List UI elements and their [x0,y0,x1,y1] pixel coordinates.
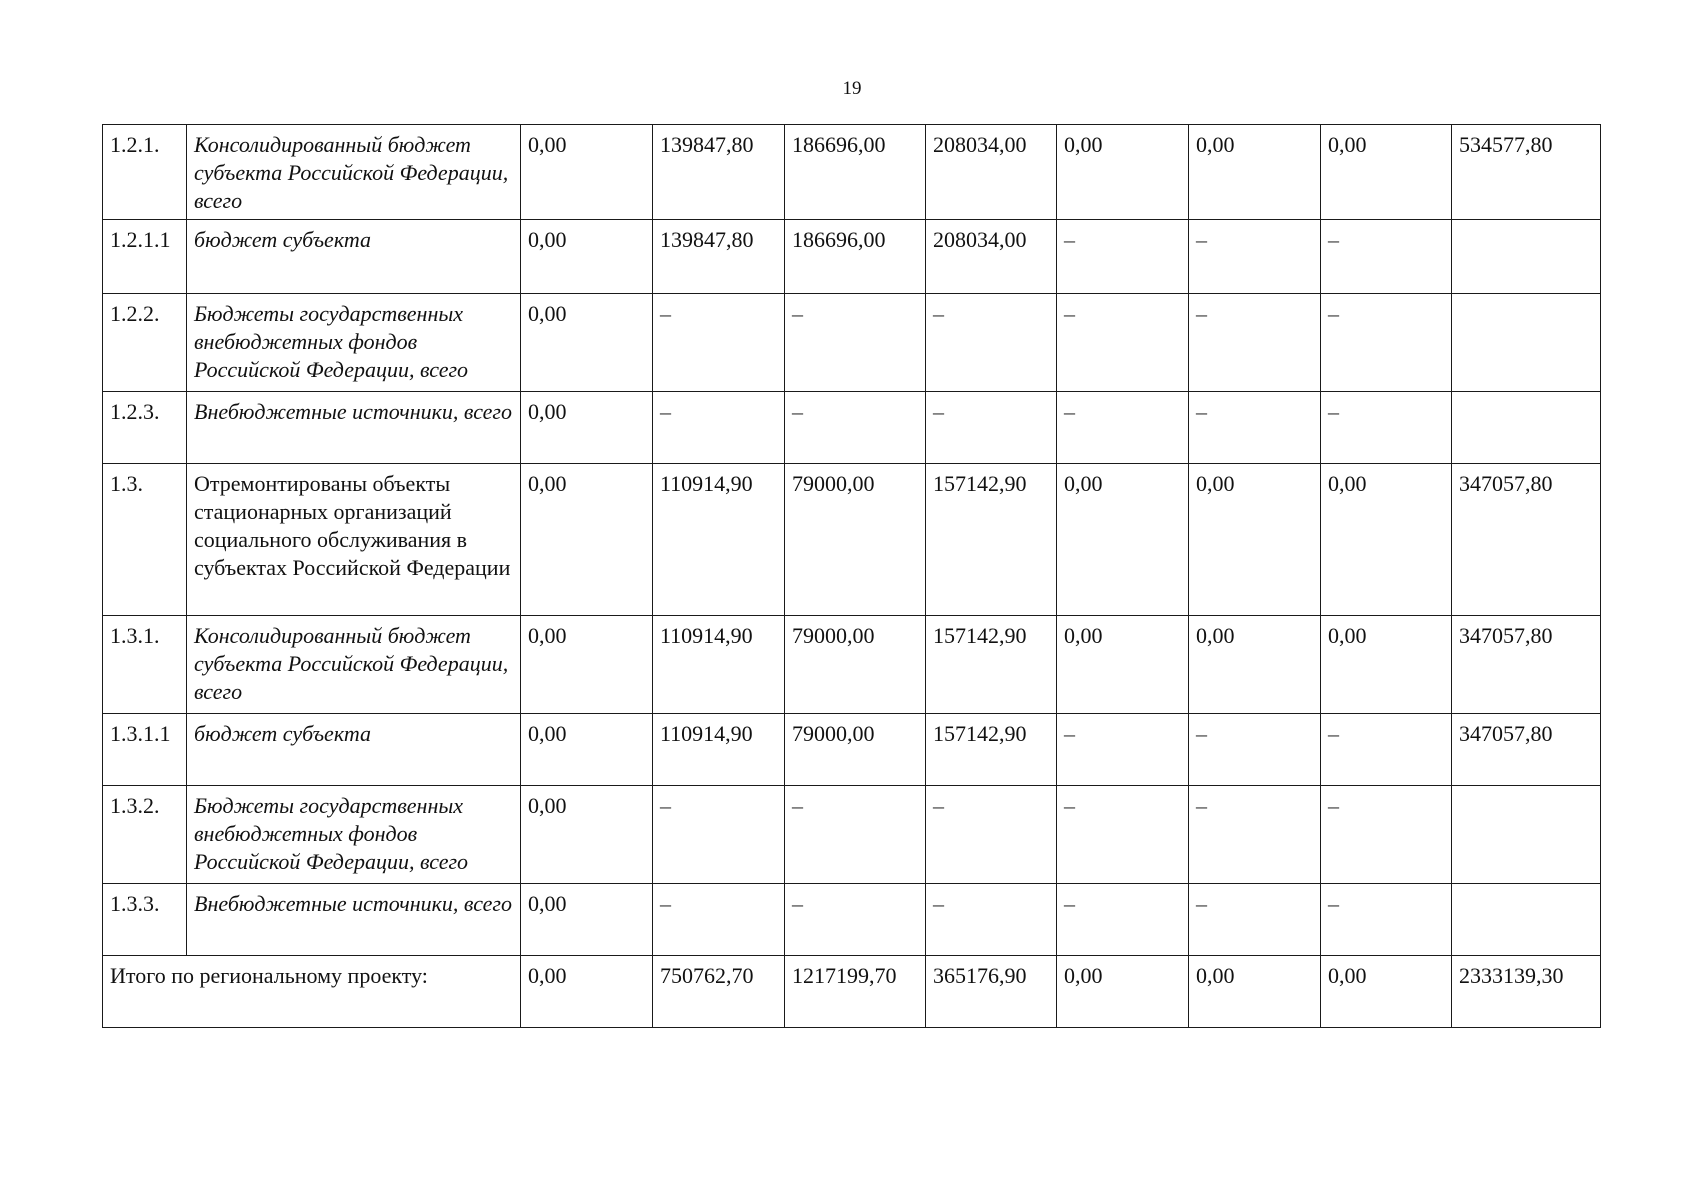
value-cell: – [1057,294,1189,392]
row-name: Бюджеты государственных внебюджетных фондов Российской Федерации, всего [187,786,521,884]
value-cell: – [926,294,1057,392]
value-cell: – [1321,392,1452,464]
row-code: 1.2.2. [103,294,187,392]
value-cell: 0,00 [521,392,653,464]
row-code: 1.3. [103,464,187,616]
value-cell: 0,00 [1189,616,1321,714]
table-body [103,125,1601,1028]
value-cell: 157142,90 [926,714,1057,786]
value-cell: 347057,80 [1452,464,1601,616]
value-cell [1452,786,1601,884]
value-cell: 0,00 [521,220,653,294]
value-cell: – [926,392,1057,464]
table-row [103,392,1601,464]
value-cell: 0,00 [1057,125,1189,220]
row-name: Консолидированный бюджет субъекта Российской Федерации, всего [187,616,521,714]
table-row [103,616,1601,714]
value-cell: 79000,00 [785,714,926,786]
total-value-cell: 750762,70 [653,956,785,1028]
value-cell: 157142,90 [926,464,1057,616]
row-name: Бюджеты государственных внебюджетных фондов Российской Федерации, всего [187,294,521,392]
row-name: Отремонтированы объекты стационарных организаций социального обслуживания в субъектах Российской Федерации [187,464,521,616]
value-cell: 0,00 [1189,125,1321,220]
value-cell: – [653,392,785,464]
value-cell: 347057,80 [1452,616,1601,714]
total-label: Итого по региональному проекту: [103,956,521,1028]
total-value-cell: 0,00 [521,956,653,1028]
value-cell: 0,00 [521,125,653,220]
row-name: бюджет субъекта [187,714,521,786]
value-cell: 139847,80 [653,125,785,220]
value-cell: – [785,786,926,884]
value-cell: – [1189,786,1321,884]
value-cell [1452,294,1601,392]
value-cell: 0,00 [1321,125,1452,220]
value-cell [1452,392,1601,464]
value-cell: 79000,00 [785,616,926,714]
value-cell [1452,884,1601,956]
value-cell: – [1189,884,1321,956]
value-cell: 0,00 [521,884,653,956]
value-cell: 157142,90 [926,616,1057,714]
value-cell: – [1321,294,1452,392]
table-row [103,786,1601,884]
value-cell: – [1057,884,1189,956]
value-cell: 0,00 [1057,464,1189,616]
row-code: 1.2.3. [103,392,187,464]
value-cell: 110914,90 [653,464,785,616]
value-cell: – [1057,220,1189,294]
value-cell: 534577,80 [1452,125,1601,220]
value-cell: 186696,00 [785,220,926,294]
value-cell [1452,220,1601,294]
table-row [103,884,1601,956]
value-cell: 0,00 [521,786,653,884]
row-code: 1.3.2. [103,786,187,884]
row-name: Внебюджетные источники, всего [187,392,521,464]
total-value-cell: 0,00 [1321,956,1452,1028]
value-cell: 208034,00 [926,220,1057,294]
row-name: Консолидированный бюджет субъекта Российской Федерации, всего [187,125,521,220]
value-cell: – [1057,786,1189,884]
value-cell: 110914,90 [653,616,785,714]
value-cell: 0,00 [1189,464,1321,616]
value-cell: – [1189,294,1321,392]
row-code: 1.3.1. [103,616,187,714]
value-cell: – [653,884,785,956]
value-cell: – [1321,220,1452,294]
table-row [103,125,1601,220]
value-cell: 0,00 [521,294,653,392]
value-cell: – [1189,392,1321,464]
page-number: 19 [842,78,862,99]
value-cell: – [653,786,785,884]
row-name: бюджет субъекта [187,220,521,294]
total-value-cell: 2333139,30 [1452,956,1601,1028]
value-cell: – [1321,884,1452,956]
value-cell: – [785,294,926,392]
value-cell: 0,00 [521,464,653,616]
table-row [103,294,1601,392]
row-name: Внебюджетные источники, всего [187,884,521,956]
value-cell: 0,00 [1321,616,1452,714]
value-cell: 186696,00 [785,125,926,220]
value-cell: – [1321,714,1452,786]
value-cell: 79000,00 [785,464,926,616]
total-value-cell: 0,00 [1189,956,1321,1028]
value-cell: – [1321,786,1452,884]
value-cell: 0,00 [521,616,653,714]
value-cell: – [1189,220,1321,294]
value-cell: 0,00 [1057,616,1189,714]
row-code: 1.2.1.1 [103,220,187,294]
total-value-cell: 1217199,70 [785,956,926,1028]
value-cell: – [785,392,926,464]
value-cell: – [785,884,926,956]
value-cell: – [1057,714,1189,786]
value-cell: 347057,80 [1452,714,1601,786]
value-cell: – [926,786,1057,884]
total-value-cell: 365176,90 [926,956,1057,1028]
value-cell: 208034,00 [926,125,1057,220]
value-cell: – [653,294,785,392]
value-cell: 0,00 [521,714,653,786]
value-cell: – [926,884,1057,956]
total-row [103,956,1601,1028]
value-cell: 0,00 [1321,464,1452,616]
budget-table [102,124,1601,1028]
value-cell: 139847,80 [653,220,785,294]
table-row [103,464,1601,616]
total-value-cell: 0,00 [1057,956,1189,1028]
row-code: 1.2.1. [103,125,187,220]
row-code: 1.3.3. [103,884,187,956]
value-cell: 110914,90 [653,714,785,786]
value-cell: – [1189,714,1321,786]
row-code: 1.3.1.1 [103,714,187,786]
value-cell: – [1057,392,1189,464]
table-row [103,220,1601,294]
table-row [103,714,1601,786]
